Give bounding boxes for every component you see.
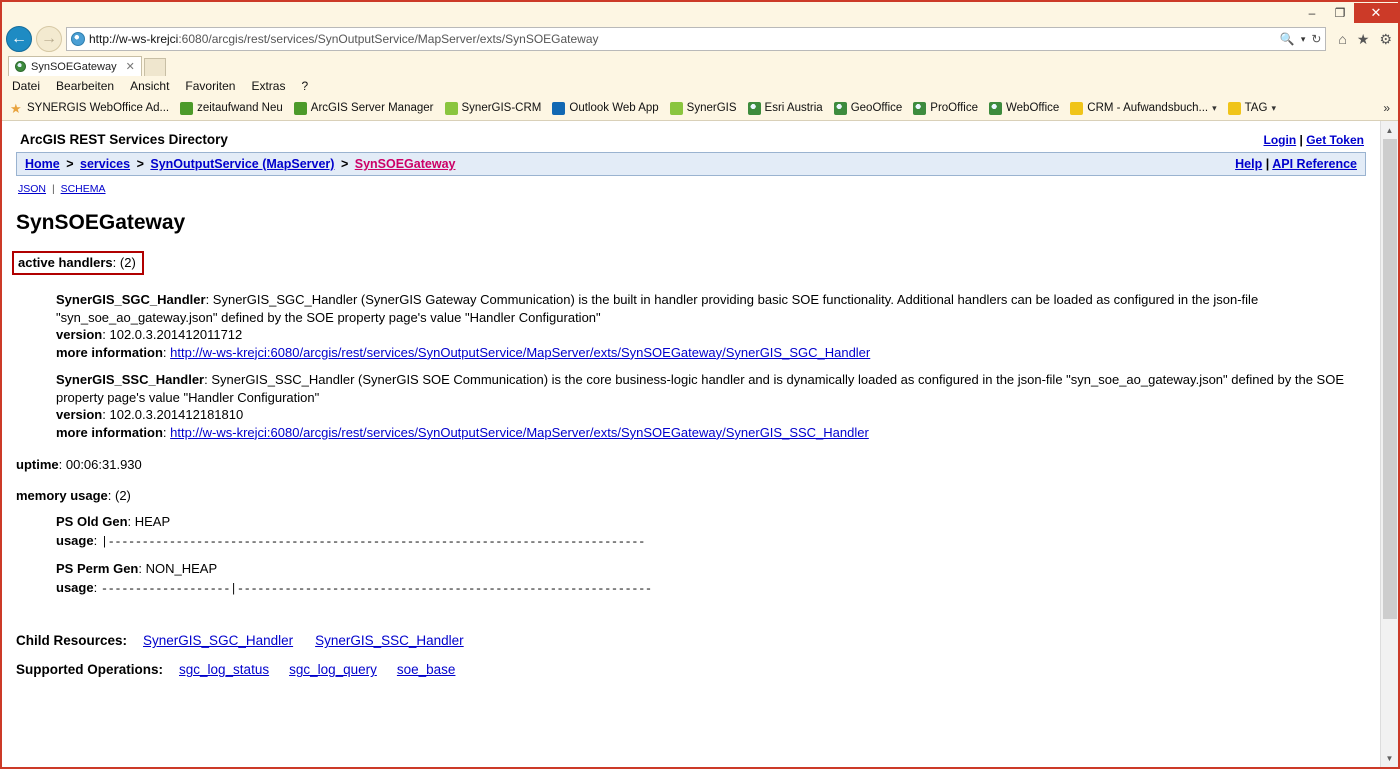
favorite-label: TAG bbox=[1244, 102, 1268, 114]
chevron-down-icon[interactable]: ▾ bbox=[1212, 102, 1217, 113]
format-links bbox=[16, 176, 1366, 195]
chevron-down-icon[interactable]: ▾ bbox=[1300, 33, 1306, 44]
child-resources-list bbox=[143, 633, 464, 648]
memory-pool-usage-bar: -------------------|------------------------------------------------------------- bbox=[100, 581, 652, 596]
tab-close-icon[interactable]: ✕ bbox=[125, 61, 135, 73]
favorite-geooffice[interactable] bbox=[834, 102, 903, 115]
favorite-arcgis-server-manager[interactable] bbox=[294, 102, 434, 115]
active-handlers-highlight: active handlers: (2) bbox=[12, 251, 144, 275]
close-button[interactable]: ✕ bbox=[1354, 3, 1398, 23]
memory-pool-old-gen bbox=[56, 513, 1366, 550]
favorite-label: SynerGIS bbox=[686, 102, 737, 114]
operation-soe-base[interactable]: soe_base bbox=[396, 662, 456, 678]
globe-icon bbox=[748, 102, 761, 115]
breadcrumb-item-home[interactable]: Home bbox=[25, 157, 60, 171]
memory-pool-type-row: PS Old Gen: HEAP bbox=[56, 514, 171, 530]
help-link[interactable]: Help bbox=[1235, 157, 1263, 171]
breadcrumb-separator: > bbox=[136, 157, 144, 171]
content-area bbox=[2, 120, 1398, 767]
child-resource-ssc-handler[interactable]: SynerGIS_SSC_Handler bbox=[315, 633, 464, 649]
refresh-icon[interactable]: ↻ bbox=[1311, 32, 1322, 46]
address-tools bbox=[1280, 32, 1322, 46]
page-title: SynSOEGateway bbox=[16, 211, 186, 234]
tab-synsoegateway[interactable] bbox=[8, 56, 142, 76]
uptime-row: uptime: 00:06:31.930 bbox=[16, 457, 142, 473]
favorite-label: WebOffice bbox=[1006, 102, 1060, 114]
operation-sgc-log-query[interactable]: sgc_log_query bbox=[289, 662, 377, 678]
login-link[interactable]: Login bbox=[1263, 133, 1297, 147]
memory-usage-count: (2) bbox=[115, 488, 131, 504]
search-icon[interactable]: 🔍 bbox=[1279, 32, 1295, 46]
favorite-crm-aufwandsbuch[interactable] bbox=[1070, 102, 1216, 115]
memory-usage-row: memory usage: (2) bbox=[16, 488, 131, 504]
leaf-icon bbox=[445, 102, 458, 115]
favorite-esri-austria[interactable] bbox=[748, 102, 823, 115]
globe-icon bbox=[180, 102, 193, 115]
memory-pool-perm-gen bbox=[56, 560, 1366, 597]
title-bar bbox=[2, 2, 1398, 24]
favorite-zeitaufwand-neu[interactable] bbox=[180, 102, 283, 115]
address-input[interactable] bbox=[66, 27, 1326, 51]
memory-pool-name: PS Perm Gen bbox=[56, 561, 139, 577]
favorite-synergis-crm[interactable] bbox=[445, 102, 542, 115]
memory-usage-label: memory usage bbox=[16, 488, 108, 504]
new-tab-button[interactable] bbox=[144, 58, 166, 76]
scrollbar-track[interactable] bbox=[1381, 139, 1399, 749]
folder-icon bbox=[1228, 102, 1241, 115]
menu-item-extras[interactable]: Extras bbox=[251, 79, 286, 93]
address-bar bbox=[2, 24, 1398, 54]
breadcrumb-item-synoutputservice[interactable]: SynOutputService (MapServer) bbox=[150, 157, 335, 171]
browser-toolbar-right bbox=[1330, 31, 1392, 48]
child-resources bbox=[16, 633, 1366, 648]
link-separator: | bbox=[1265, 157, 1270, 171]
child-resource-sgc-handler[interactable]: SynerGIS_SGC_Handler bbox=[143, 633, 294, 649]
site-title: ArcGIS REST Services Directory bbox=[20, 132, 228, 147]
minimize-button[interactable]: – bbox=[1308, 6, 1316, 20]
globe-icon bbox=[913, 102, 926, 115]
favorite-tag[interactable] bbox=[1228, 102, 1276, 115]
vertical-scrollbar[interactable] bbox=[1380, 121, 1398, 767]
favorite-weboffice[interactable] bbox=[989, 102, 1059, 115]
memory-pool-name: PS Old Gen bbox=[56, 514, 128, 530]
link-separator: | bbox=[1299, 133, 1303, 147]
menu-item-datei[interactable]: Datei bbox=[12, 79, 41, 93]
gear-icon[interactable]: ⚙ bbox=[1379, 30, 1392, 47]
tab-strip bbox=[2, 54, 1398, 76]
scroll-up-icon[interactable]: ▲ bbox=[1381, 121, 1399, 139]
folder-icon bbox=[1070, 102, 1083, 115]
site-icon bbox=[71, 32, 85, 46]
handler-moreinfo-row: more information: http://w-ws-krejci:6080/arcgis/rest/services/SynOutputService/MapServer/exts/SynSOEGateway/SynerGIS_SSC_Handler bbox=[56, 424, 869, 440]
favorite-synergis-weboffice-ad[interactable] bbox=[10, 102, 169, 115]
handler-name: SynerGIS_SGC_Handler bbox=[56, 292, 206, 307]
favorite-label: ProOffice bbox=[930, 102, 979, 114]
scroll-down-icon[interactable]: ▼ bbox=[1381, 749, 1399, 767]
maximize-button[interactable]: ❐ bbox=[1334, 6, 1346, 20]
uptime-value: 00:06:31.930 bbox=[65, 457, 142, 473]
handler-description: SynerGIS_SGC_Handler (SynerGIS Gateway Communication) is the built in handler providing basic SOE functionality. Additional handlers can be loaded as configured in the json-file "syn_soe_ao_gateway.json" defined by the SOE property page's value "Handler Configuration" bbox=[56, 292, 1259, 325]
star-icon: ★ bbox=[10, 100, 22, 116]
favorite-label: SynerGIS-CRM bbox=[461, 102, 542, 114]
leaf-icon bbox=[670, 102, 683, 115]
url-host: http://w-ws-krejci bbox=[89, 32, 179, 46]
help-links bbox=[1235, 157, 1357, 171]
api-reference-link[interactable]: API Reference bbox=[1272, 157, 1357, 171]
url-text bbox=[89, 32, 1276, 46]
handler-version-label: version bbox=[56, 327, 103, 343]
site-header bbox=[16, 129, 1366, 152]
handler-description: SynerGIS_SSC_Handler (SynerGIS SOE Communication) is the core business-logic handler and is dynamically loaded as configured in the json-file "syn_soe_ao_gateway.json" defined by the SOE property page's value "Handler Configuration" bbox=[56, 372, 1345, 405]
window-caption-buttons bbox=[1298, 2, 1398, 24]
memory-pool-type-row: PS Perm Gen: NON_HEAP bbox=[56, 561, 218, 577]
handler-moreinfo-link[interactable]: http://w-ws-krejci:6080/arcgis/rest/services/SynOutputService/MapServer/exts/SynSOEGateway/SynerGIS_SSC_Handler bbox=[170, 424, 869, 440]
favorite-synergis[interactable] bbox=[670, 102, 737, 115]
breadcrumb-trail bbox=[25, 157, 455, 171]
handler-summary: SynerGIS_SSC_Handler: SynerGIS_SSC_Handler (SynerGIS SOE Communication) is the core business-logic handler and is dynamically loaded as configured in the json-file "syn_soe_ao_gateway.json" defined by the SOE property page's value "Handler Configuration" bbox=[56, 372, 1345, 405]
supported-operations-list bbox=[179, 662, 455, 677]
favorite-label: Esri Austria bbox=[764, 102, 823, 114]
rest-services-page bbox=[2, 121, 1380, 767]
globe-icon bbox=[294, 102, 307, 115]
get-token-link[interactable]: Get Token bbox=[1306, 133, 1364, 147]
active-handlers-count: (2) bbox=[119, 255, 136, 270]
menu-bar bbox=[2, 76, 1398, 96]
handler-name: SynerGIS_SSC_Handler bbox=[56, 372, 205, 388]
globe-icon bbox=[834, 102, 847, 115]
handler-summary: SynerGIS_SGC_Handler: SynerGIS_SGC_Handler (SynerGIS Gateway Communication) is the built in handler providing basic SOE functionality. Additional handlers can be loaded as configured in the json-file "syn_soe_ao_gateway.json" defined by the SOE property page's value "Handler Configuration" bbox=[56, 292, 1259, 325]
handler-moreinfo-link[interactable]: http://w-ws-krejci:6080/arcgis/rest/services/SynOutputService/MapServer/exts/SynSOEGateway/SynerGIS_SGC_Handler bbox=[170, 344, 871, 360]
favorite-outlook-web-app[interactable] bbox=[552, 102, 658, 115]
handler-ssc bbox=[56, 371, 1366, 441]
forward-button[interactable]: → bbox=[36, 26, 62, 52]
handler-moreinfo-label: more information bbox=[56, 344, 163, 360]
handler-moreinfo-row: more information: http://w-ws-krejci:6080/arcgis/rest/services/SynOutputService/MapServer/exts/SynSOEGateway/SynerGIS_SGC_Handler bbox=[56, 344, 871, 360]
handler-version-label: version bbox=[56, 407, 103, 423]
uptime-label: uptime bbox=[16, 457, 59, 473]
favorites-overflow-button[interactable]: » bbox=[1383, 101, 1390, 115]
tab-favicon-icon bbox=[15, 61, 26, 72]
handler-version-value: 102.0.3.201412011712 bbox=[109, 327, 243, 343]
favorite-label: zeitaufwand Neu bbox=[197, 102, 283, 114]
favorite-label: CRM - Aufwandsbuch... bbox=[1087, 102, 1209, 114]
favorites-bar bbox=[2, 96, 1398, 120]
handler-version-row: version: 102.0.3.201412181810 bbox=[56, 407, 244, 423]
menu-item-bearbeiten[interactable]: Bearbeiten bbox=[56, 79, 115, 93]
handler-sgc bbox=[56, 291, 1366, 361]
back-button[interactable]: ← bbox=[6, 26, 32, 52]
auth-links bbox=[1264, 133, 1365, 147]
chevron-down-icon[interactable]: ▾ bbox=[1271, 102, 1276, 113]
memory-pool-usage-label: usage bbox=[56, 532, 94, 548]
memory-pool-usage-label: usage bbox=[56, 579, 94, 595]
favorites-star-icon[interactable]: ★ bbox=[1356, 30, 1370, 47]
favorite-prooffice[interactable] bbox=[913, 102, 978, 115]
schema-link[interactable]: SCHEMA bbox=[60, 183, 106, 195]
memory-pool-usage-row: usage: |------------------------------------------------------------------------------- bbox=[56, 532, 645, 549]
breadcrumb-separator: > bbox=[66, 157, 74, 171]
globe-icon bbox=[989, 102, 1002, 115]
favorite-label: GeoOffice bbox=[850, 102, 903, 114]
child-resources-label: Child Resources: bbox=[16, 633, 128, 649]
handler-version-row: version: 102.0.3.201412011712 bbox=[56, 327, 243, 343]
home-icon[interactable]: ⌂ bbox=[1338, 31, 1347, 47]
operation-sgc-log-status[interactable]: sgc_log_status bbox=[179, 662, 270, 678]
outlook-icon bbox=[552, 102, 565, 115]
handler-version-value: 102.0.3.201412181810 bbox=[109, 407, 244, 423]
favorite-label: ArcGIS Server Manager bbox=[310, 102, 434, 114]
json-link[interactable]: JSON bbox=[18, 183, 47, 195]
tab-label: SynSOEGateway bbox=[31, 60, 117, 73]
supported-operations-label: Supported Operations: bbox=[16, 662, 164, 678]
breadcrumb-separator: > bbox=[340, 157, 349, 171]
active-handlers-label: active handlers bbox=[18, 255, 113, 270]
handler-moreinfo-label: more information bbox=[56, 424, 163, 440]
favorite-label: Outlook Web App bbox=[569, 102, 659, 114]
breadcrumb bbox=[16, 152, 1366, 176]
memory-pool-type: NON_HEAP bbox=[145, 561, 218, 577]
favorite-label: SYNERGIS WebOffice Ad... bbox=[27, 102, 170, 114]
memory-pool-type: HEAP bbox=[134, 514, 171, 530]
memory-pool-usage-bar: |------------------------------------------------------------------------------- bbox=[100, 534, 645, 549]
format-separator: | bbox=[51, 183, 55, 195]
memory-pool-usage-row: usage: -------------------|------------------------------------------------------------- bbox=[56, 579, 652, 596]
breadcrumb-item-services[interactable]: services bbox=[80, 157, 131, 171]
breadcrumb-item-synsoegateway[interactable]: SynSOEGateway bbox=[354, 157, 456, 171]
menu-item-ansicht[interactable]: Ansicht bbox=[130, 79, 170, 93]
menu-item-help[interactable]: ? bbox=[301, 79, 309, 93]
menu-item-favoriten[interactable]: Favoriten bbox=[185, 79, 236, 93]
url-path: :6080/arcgis/rest/services/SynOutputService/MapServer/exts/SynSOEGateway bbox=[178, 32, 599, 46]
supported-operations bbox=[16, 662, 1366, 677]
scrollbar-thumb[interactable] bbox=[1383, 139, 1397, 619]
